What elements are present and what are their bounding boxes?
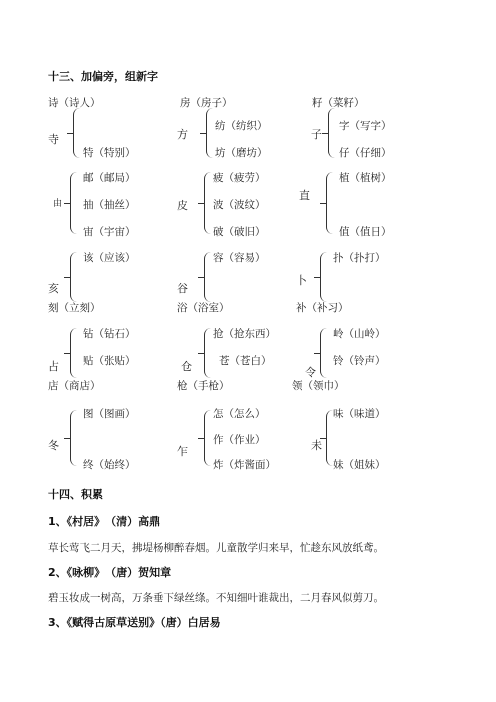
group-root: 未 xyxy=(311,439,322,452)
group-root: 方 xyxy=(177,128,188,141)
group-root: 令 xyxy=(305,366,316,379)
group-item: 补（补习） xyxy=(296,302,349,314)
brace xyxy=(70,172,77,234)
brace xyxy=(204,410,211,466)
group-item: 炸（炸酱面） xyxy=(213,459,276,471)
group-item: 值（值日） xyxy=(339,226,392,238)
group-item: 籽（菜籽） xyxy=(312,97,365,109)
group-root: 卜 xyxy=(296,274,307,287)
group-root: 仓 xyxy=(181,360,192,373)
brace xyxy=(73,108,80,158)
group-item: 岭（山岭） xyxy=(333,328,386,340)
group-item: 抢（抢东西） xyxy=(213,328,276,340)
brace xyxy=(70,252,77,302)
group-item: 扑（扑打） xyxy=(333,252,386,264)
group-root: 子 xyxy=(311,128,322,141)
brace xyxy=(70,410,77,466)
group-item: 疲（疲劳） xyxy=(213,172,266,184)
poem-heading: 1、《村居》 （清）高鼎 xyxy=(48,515,161,528)
group-item: 终（始终） xyxy=(83,459,136,471)
group-item: 植（植树） xyxy=(339,172,392,184)
brace xyxy=(70,328,77,378)
group-item: 波（波纹） xyxy=(213,199,266,211)
group-item: 容（容易） xyxy=(213,252,266,264)
brace xyxy=(320,252,327,302)
brace xyxy=(206,108,213,158)
group-root: 谷 xyxy=(177,282,188,295)
section-13-title: 十三、加偏旁，组新字 xyxy=(48,70,158,83)
group-item: 诗（诗人） xyxy=(48,97,101,109)
brace xyxy=(326,172,333,234)
brace xyxy=(326,410,333,466)
group-item: 坊（磨坊） xyxy=(215,147,268,159)
brace xyxy=(204,172,211,234)
group-root: 直 xyxy=(299,189,310,202)
group-item: 仔（仔细） xyxy=(339,147,392,159)
group-item: 宙（宇宙） xyxy=(83,226,136,238)
group-root: 寺 xyxy=(48,133,59,146)
group-item: 该（应该） xyxy=(83,252,136,264)
group-root: 皮 xyxy=(177,199,188,212)
group-root: 乍 xyxy=(177,445,188,458)
group-item: 作（作业） xyxy=(213,434,266,446)
group-item: 字（写字） xyxy=(339,120,392,132)
group-item: 抽（抽丝） xyxy=(83,199,136,211)
section-14-title: 十四、积累 xyxy=(48,488,103,501)
group-item: 怎（怎么） xyxy=(213,408,266,420)
poem-heading: 2、《咏柳》 （唐）贺知章 xyxy=(48,566,172,579)
group-item: 浴（浴室） xyxy=(177,302,230,314)
group-item: 领（领巾） xyxy=(292,380,345,392)
group-item: 纺（纺织） xyxy=(215,120,268,132)
group-item: 刻（立刻） xyxy=(48,302,101,314)
group-item: 味（味道） xyxy=(333,408,386,420)
group-item: 贴（张贴） xyxy=(83,355,136,367)
brace xyxy=(204,252,211,302)
group-item: 邮（邮局） xyxy=(83,172,136,184)
group-item: 苍（苍白） xyxy=(219,355,272,367)
group-root: 亥 xyxy=(48,282,59,295)
poem-heading: 3、《赋得古原草送别》（唐）白居易 xyxy=(48,616,221,629)
group-item: 店（商店） xyxy=(48,380,101,392)
group-item: 铃（铃声） xyxy=(333,355,386,367)
group-item: 钻（钻石） xyxy=(83,328,136,340)
brace xyxy=(328,108,335,158)
poem-text: 草长莺飞二月天，拂堤杨柳醉春烟。儿童散学归来早，忙趁东风放纸鸢。 xyxy=(48,542,384,554)
brace xyxy=(320,328,327,378)
group-root: 占 xyxy=(48,360,59,373)
group-root: 冬 xyxy=(48,439,59,452)
group-item: 房（房子） xyxy=(180,97,233,109)
group-item: 枪（手枪） xyxy=(177,380,230,392)
group-item: 妹（姐妹） xyxy=(333,459,386,471)
group-item: 图（图画） xyxy=(83,408,136,420)
brace xyxy=(204,328,211,378)
poem-text: 碧玉妆成一树高，万条垂下绿丝绦。不知细叶谁裁出，二月春风似剪刀。 xyxy=(48,592,384,604)
group-item: 特（特别） xyxy=(83,147,136,159)
group-root: 由 xyxy=(53,199,63,209)
group-item: 破（破旧） xyxy=(213,226,266,238)
